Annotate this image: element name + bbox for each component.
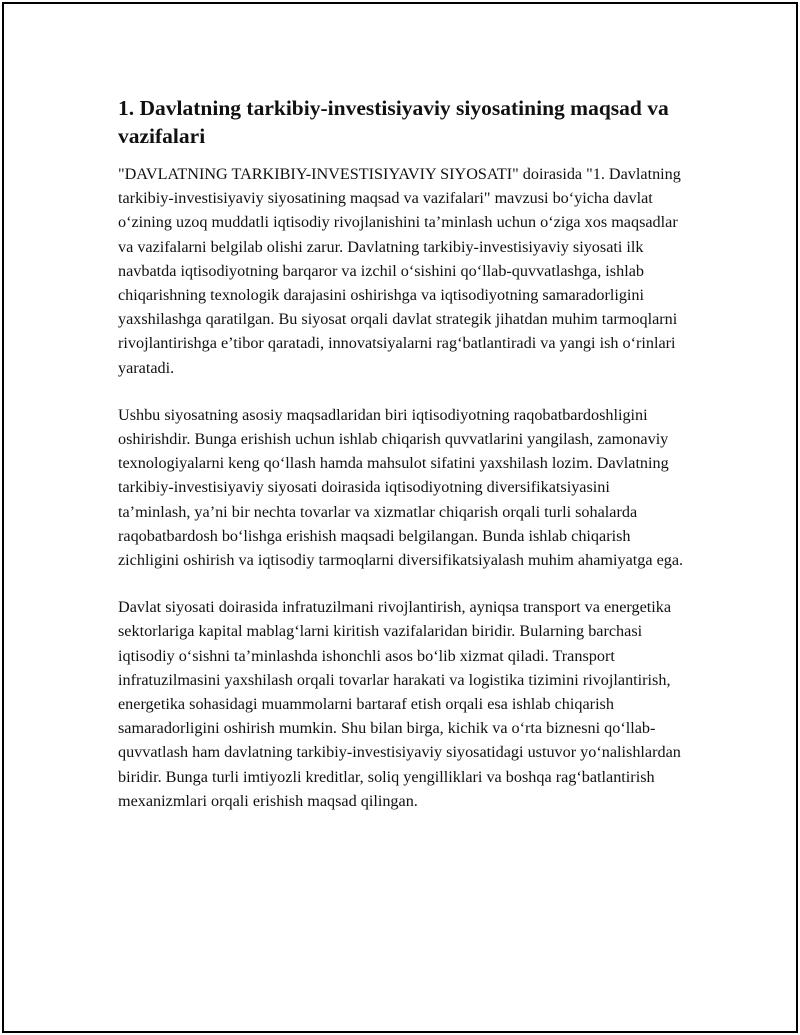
document-body [118,94,684,836]
paragraph-2: Ushbu siyosatning asosiy maqsadlaridan biri iqtisodiyotning raqobatbardoshligini oshirishdir. Bunga erishish uchun ishlab chiqarish quvvatlarini yangilash, zamonaviy texnologiyalarni keng qo‘llash hamda mahsulot sifatini yaxshilash lozim. Davlatning tarkibiy-investisiyaviy siyosati doirasida iqtisodiyotning diversifikatsiyasini ta’minlash, ya’ni bir nechta tovarlar va xizmatlar chiqarish orqali turli sohalarda raqobatbardosh bo‘lishga erishish maqsadi belgilangan. Bunda ishlab chiqarish zichligini oshirish va iqtisodiy tarmoqlarni diversifikatsiyalash muhim ahamiyatga ega. [118,405,684,570]
paragraph-1: "DAVLATNING TARKIBIY-INVESTISIYAVIY SIYOSATI" doirasida "1. Davlatning tarkibiy-investisiyaviy siyosatining maqsad va vazifalari" mavzusi bo‘yicha davlat o‘zining uzoq muddatli iqtisodiy rivojlanishini ta’minlash uchun o‘ziga xos maqsadlar va vazifalarni belgilab olishi zarur. Davlatning tarkibiy-investisiyaviy siyosati ilk navbatda iqtisodiyotning barqaror va izchil o‘sishini qo‘llab-quvvatlashga, ishlab chiqarishning texnologik darajasini oshirishga va iqtisodiyotning samaradorligini yaxshilashga qaratilgan. Bu siyosat orqali davlat strategik jihatdan muhim tarmoqlarni rivojlantirishga e’tibor qaratadi, innovatsiyalarni rag‘batlantiradi va yangi ish o‘rinlari yaratadi. [118,165,681,377]
document-heading: 1. Davlatning tarkibiy-investisiyaviy siyosatining maqsad va vazifalari [118,96,669,148]
paragraph-3: Davlat siyosati doirasida infratuzilmani rivojlantirish, ayniqsa transport va energetika sektorlariga kapital mablag‘larni kiritish vazifalaridan biridir. Bularning barchasi iqtisodiy o‘sishni ta’minlashda ishonchli asos bo‘lib xizmat qiladi. Transport infratuzilmasini yaxshilash orqali tovarlar harakati va logistika tizimini rivojlantirish, energetika sohasidagi muammolarni bartaraf etish orqali esa ishlab chiqarish samaradorligini oshirish mumkin. Shu bilan birga, kichik va o‘rta biznesni qo‘llab-quvvatlash ham davlatning tarkibiy-investisiyaviy siyosatidagi ustuvor yo‘nalishlardan biridir. Bunga turli imtiyozli kreditlar, soliq yengilliklari va boshqa rag‘batlantirish mexanizmlari orqali erishish maqsad qilingan. [118,598,681,810]
